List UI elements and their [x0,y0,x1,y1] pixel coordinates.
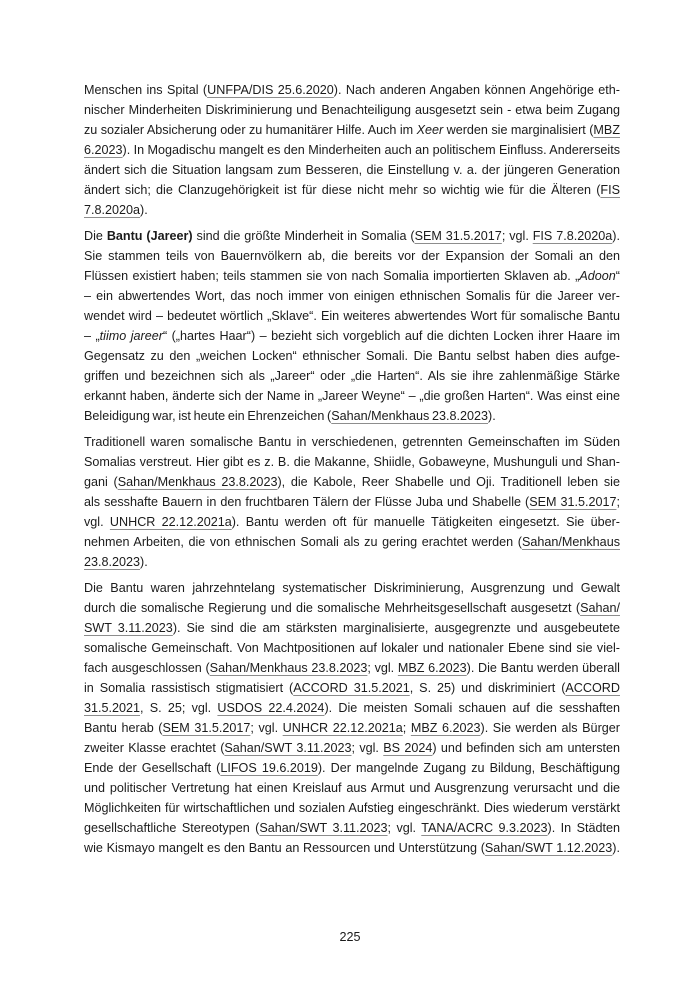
text-run: und politischer Vertretung hat einen Kreislauf aus Armut und Ausgrenzung verursacht und die [84,781,620,795]
text-run: Gegensatz zu den „weichen Locken“ ethnischer Somali. Die Bantu selbst haben dies aufge- [84,349,620,363]
text-line [84,552,620,572]
text-line [84,120,620,140]
text-run: ). Sie sind die am stärksten marginalisierte, ausgegrenzte und ausgebeutete [172,621,620,635]
page-footer [0,927,700,947]
text-run: ; vgl. [250,721,283,735]
text-line [84,346,620,366]
paragraph [84,226,620,426]
text-run: Somalias verstreut. Hier gibt es z. B. die Makanne, Shiidle, Gobaweyne, Mushunguli und Shan- [84,455,620,469]
text-run: “ [615,269,620,283]
citation-link[interactable]: Sahan/Menkhaus 23.8.2023 [209,661,368,675]
citation-link[interactable]: 6.2023 [84,143,123,157]
text-run: sind die größte Minderheit in Somalia ( [192,229,415,243]
text-run: Sie stammen teils von Bauernvölkern ab, die bereits vor der Expansion der Somali an den [84,249,620,263]
citation-link[interactable]: UNFPA/DIS 25.6.2020 [207,83,334,97]
text-line [84,100,620,120]
text-run: ). Bantu werden oft für manuelle Tätigkeiten eingesetzt. Sie über- [231,515,620,529]
citation-link[interactable]: BS 2024 [383,741,433,755]
text-run: als sesshafte Bauern in den fruchtbaren Tälern der Flüsse Juba und Shabelle ( [84,495,530,509]
text-run: Möglichkeiten für wirtschaftlichen und sozialen Aufstieg eingeschränkt. Dies wiederum verstärkt [84,801,620,815]
text-run: durch die somalische Regierung und die somalische Mehrheitsgesellschaft ausgesetzt ( [84,601,581,615]
text-run: ). Der mangelnde Zugang zu Bildung, Beschäftigung [317,761,620,775]
text-line [84,432,620,452]
text-line [84,512,620,532]
text-run: ), die Kabole, Reer Shabelle und Oji. Traditionell leben sie [277,475,620,489]
text-run: Beleidigung war, ist heute ein Ehrenzeichen ( [84,409,332,423]
text-line [84,818,620,838]
text-run: ). Die meisten Somali schauen auf die sesshaften [324,701,620,715]
text-run: tiimo jareer [99,329,163,343]
text-run: zweiter Klasse erachtet ( [84,741,225,755]
text-line [84,598,620,618]
citation-link[interactable]: UNHCR 22.12.2021a [282,721,403,735]
text-line [84,492,620,512]
citation-link[interactable]: Sahan/SWT 3.11.2023 [224,741,352,755]
text-run: ). [488,409,496,423]
text-run: wie Kismayo mangelt es den Bantu an Ressourcen und Unterstützung ( [84,841,485,855]
citation-link[interactable]: MBZ 6.2023 [397,661,467,675]
text-line [84,678,620,698]
text-line [84,472,620,492]
text-line [84,160,620,180]
text-run: Die Bantu waren jahrzehntelang systematischer Diskriminierung, Ausgrenzung und Gewalt [84,581,620,595]
citation-link[interactable]: Sahan/ [580,601,620,615]
text-run: Die [84,229,107,243]
citation-link[interactable]: MBZ [593,123,620,137]
text-line [84,200,620,220]
text-run: – ein abwertendes Wort, das noch immer von einigen ethnischen Somalis für die Jareer ver- [84,289,620,303]
text-run: , S. 25) und diskriminiert ( [409,681,566,695]
text-run: “ („hartes Haar“) – bezieht sich vorgeblich auf die dichten Locken ihrer Haare im [162,329,620,343]
citation-link[interactable]: SEM 31.5.2017 [529,495,617,509]
text-run: Ende der Gesellschaft ( [84,761,221,775]
text-line [84,798,620,818]
text-line [84,366,620,386]
text-run: Adoon [579,269,616,283]
text-run: vgl. [84,515,110,529]
text-line [84,738,620,758]
citation-link[interactable]: 31.5.2021 [84,701,141,715]
text-line [84,532,620,552]
text-line [84,452,620,472]
citation-link[interactable]: Sahan/Menkhaus 23.8.2023 [331,409,488,423]
text-run: ). In Städten [547,821,620,835]
text-run: fach ausgeschlossen ( [84,661,210,675]
text-run: ). [140,203,148,217]
text-run: ). Die Bantu werden überall [466,661,620,675]
citation-link[interactable]: Sahan/Menkhaus 23.8.2023 [117,475,278,489]
text-run: ) und befinden sich am untersten [432,741,620,755]
text-line [84,180,620,200]
citation-link[interactable]: ACCORD 31.5.2021 [293,681,410,695]
text-run: – „ [84,329,100,343]
text-run: , S. 25; vgl. [140,701,218,715]
paragraph [84,80,620,220]
text-line [84,718,620,738]
text-run: somalische Gemeinschaft. Von Machtpositionen auf lokaler und nationaler Ebene sind sie viel- [84,641,620,655]
text-line [84,698,620,718]
text-run: ). Nach anderen Angaben können Angehörige eth- [333,83,620,97]
text-run: gesellschaftliche Stereotypen ( [84,821,260,835]
citation-link[interactable]: TANA/ACRC 9.3.2023 [421,821,548,835]
text-run: ). [612,841,620,855]
text-run: ). Sie werden als Bürger [480,721,620,735]
text-line [84,758,620,778]
text-run: wendet wird – bedeutet wörtlich „Sklave“. Ein weiteres abwertendes Wort für somalische Bantu [84,309,620,323]
text-run: gani ( [84,475,118,489]
citation-link[interactable]: MBZ 6.2023 [410,721,481,735]
citation-link[interactable]: USDOS 22.4.2024 [217,701,325,715]
text-run: Menschen ins Spital ( [84,83,208,97]
citation-link[interactable]: LIFOS 19.6.2019 [220,761,318,775]
text-run: ändert sich; die Clanzugehörigkeit ist für diese nicht mehr so wichtig wie für die Älteren ( [84,183,601,197]
text-line [84,406,620,426]
text-run: Xeer [416,123,444,137]
text-line [84,778,620,798]
text-line [84,386,620,406]
text-line [84,80,620,100]
citation-link[interactable]: UNHCR 22.12.2021a [109,515,232,529]
text-run: zu sozialer Absicherung oder zu humanitärer Hilfe. Auch im [84,123,417,137]
citation-link[interactable]: SWT 3.11.2023 [84,621,173,635]
text-body [84,80,620,864]
citation-link[interactable]: 23.8.2023 [84,555,141,569]
citation-link[interactable]: Sahan/SWT 1.12.2023 [484,841,613,855]
paragraph [84,432,620,572]
citation-link[interactable]: SEM 31.5.2017 [414,229,502,243]
citation-link[interactable]: 7.8.2020a [84,203,141,217]
text-run: nehmen Arbeiten, die von ethnischen Somali als zu gering erachtet werden ( [84,535,522,549]
text-run: Bantu herab ( [84,721,163,735]
text-line [84,246,620,266]
text-line [84,638,620,658]
text-line [84,658,620,678]
citation-link[interactable]: FIS [600,183,620,197]
citation-link[interactable]: FIS 7.8.2020a [532,229,613,243]
text-run: in Somalia rassistisch stigmatisiert ( [84,681,294,695]
citation-link[interactable]: Sahan/Menkhaus [521,535,620,549]
citation-link[interactable]: SEM 31.5.2017 [162,721,251,735]
text-run: Bantu (Jareer) [106,229,193,243]
text-line [84,140,620,160]
text-line [84,226,620,246]
text-line [84,266,620,286]
text-run: ; vgl. [367,661,398,675]
text-run: erkannt haben, änderte sich der Name in „Jareer Weyne“ – „die großen Harten“. Was einst eine [84,389,620,403]
page-number: 225 [339,930,361,944]
text-run: Flüssen existiert haben; teils stammen sie von nach Somalia importierten Sklaven ab. „ [84,269,580,283]
text-line [84,618,620,638]
text-run: werden sie marginalisiert ( [443,123,594,137]
text-run: ). [140,555,148,569]
citation-link[interactable]: ACCORD [565,681,620,695]
text-run: ). In Mogadischu mangelt es den Minderheiten auch an politischem Einfluss. Andererseits [122,143,620,157]
text-run: Traditionell waren somalische Bantu in verschiedenen, getrennten Gemeinschaften im Süden [84,435,620,449]
text-run: ändert sich die Situation langsam zum Besseren, die Einstellung v. a. der jüngeren Generation [84,163,620,177]
text-run: ). [612,229,620,243]
text-run: ; vgl. [351,741,384,755]
text-line [84,326,620,346]
text-line [84,286,620,306]
text-line [84,306,620,326]
text-run: nischer Minderheiten Diskriminierung und Benachteiligung ausgesetzt sein - etwa beim Zugang [84,103,620,117]
text-line [84,578,620,598]
text-line [84,838,620,858]
citation-link[interactable]: Sahan/SWT 3.11.2023 [259,821,388,835]
paragraph [84,578,620,858]
text-run: griffen und bezeichnen sich als „Jareer“ oder „die Harten“. Als sie ihre zahlenmäßige Stärke [84,369,620,383]
text-run: ; vgl. [501,229,533,243]
text-run: ; [402,721,411,735]
text-run: ; [616,495,620,509]
text-run: ; vgl. [387,821,422,835]
